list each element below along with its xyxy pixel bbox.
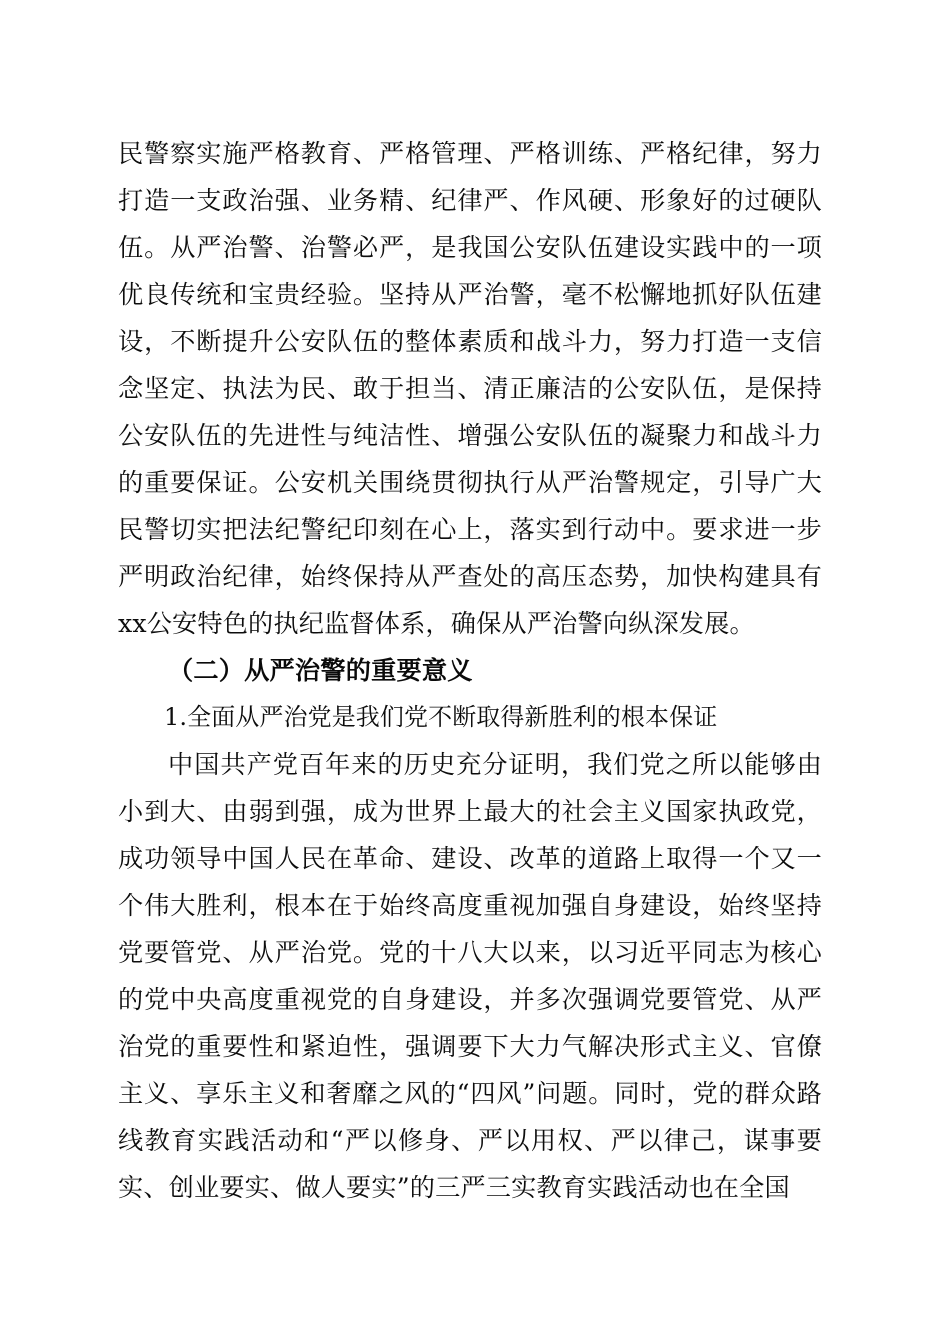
sub-heading-1: 1.全面从严治党是我们党不断取得新胜利的根本保证 (164, 703, 718, 731)
party-history-paragraph: 中国共产党百年来的历史充分证明，我们党之所以能够由小到大、由弱到强，成为世界上最大的社会主义国家执政党，成功领导中国人民在革命、建设、改革的道路上取得一个又一个伟大胜利，根本在于始终高度重视加强自身建设，始终坚持党要管党、从严治党。党的十八大以来，以习近平同志为核心的党中央高度重视党的自身建设，并多次强调党要管党、从严治党的重要性和紧迫性，强调要下大力气解决形式主义、官僚主义、享乐主义和奢靡之风的“四风”问题。同时，党的群众路线教育实践活动和“严以修身、严以用权、严以律己，谋事要实、创业要实、做人要实”的三严三实教育实践活动也在全国 (118, 750, 822, 1202)
strict-police-governance-paragraph: 民警察实施严格教育、严格管理、严格训练、严格纪律，努力打造一支政治强、业务精、纪律严、作风硬、形象好的过硬队伍。从严治警、治警必严，是我国公安队伍建设实践中的一项优良传统和宝贵经验。坚持从严治警，毫不松懈地抓好队伍建设，不断提升公安队伍的整体素质和战斗力，努力打造一支信念坚定、执法为民、敢于担当、清正廉洁的公安队伍，是保持公安队伍的先进性与纯洁性、增强公安队伍的凝聚力和战斗力的重要保证。公安机关围绕贯彻执行从严治警规定，引导广大民警切实把法纪警纪印刻在心上，落实到行动中。要求进一步严明政治纪律，始终保持从严查处的高压态势，加快构建具有xx公安特色的执纪监督体系，确保从严治警向纵深发展。 (118, 139, 822, 638)
page-content-area (118, 130, 822, 1211)
section-heading-2: （二）从严治警的重要意义 (168, 655, 473, 685)
